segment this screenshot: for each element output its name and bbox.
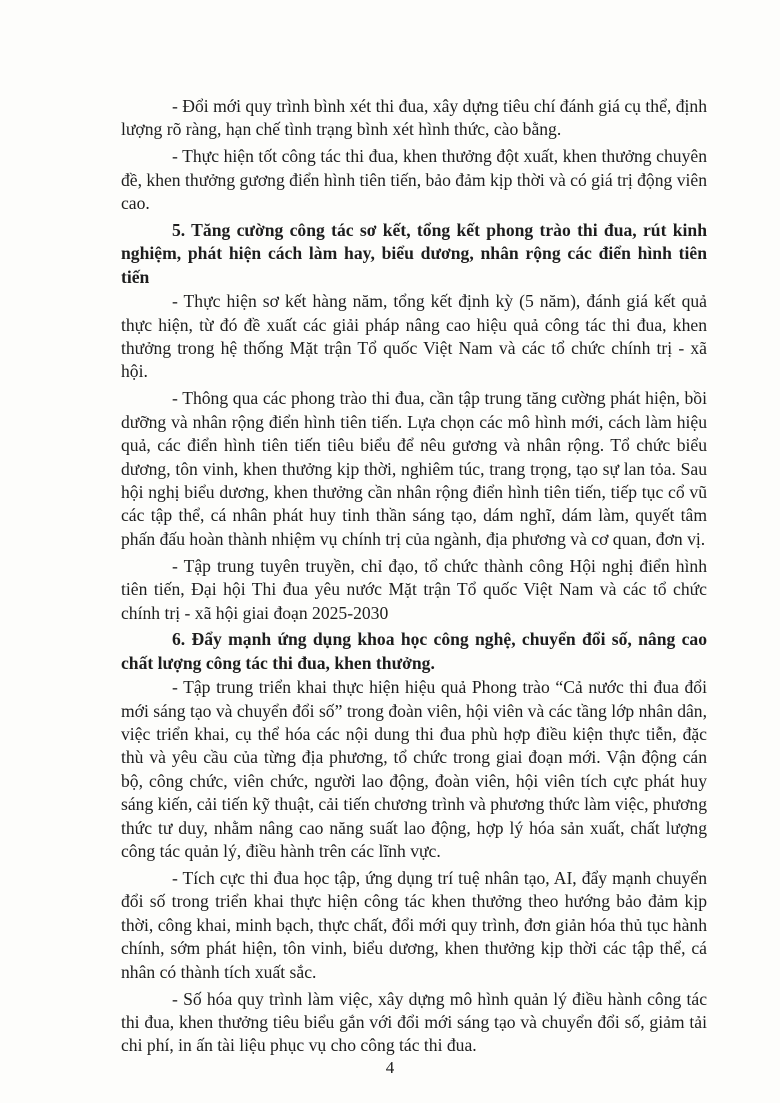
- paragraph: - Thông qua các phong trào thi đua, cần tập trung tăng cường phát hiện, bồi dưỡng và nhân rộng điển hình tiên tiến. Lựa chọn các mô hình mới, cách làm hiệu quả, các điển hình tiên tiến tiêu biểu để nêu gương và nhân rộng. Tổ chức biểu dương, tôn vinh, khen thưởng kịp thời, nghiêm túc, trang trọng, tạo sự lan tỏa. Sau hội nghị biểu dương, khen thưởng cần nhân rộng điển hình tiên tiến, tiếp tục cổ vũ các tập thể, cá nhân phát huy tinh thần sáng tạo, dám nghĩ, dám làm, quyết tâm phấn đấu hoàn thành nhiệm vụ chính trị của ngành, địa phương và cơ quan, đơn vị.: [121, 388, 707, 549]
- paragraph: - Tập trung triển khai thực hiện hiệu quả Phong trào “Cả nước thi đua đổi mới sáng tạo và chuyển đổi số” trong đoàn viên, hội viên và các tầng lớp nhân dân, việc triển khai, cụ thể hóa các nội dung thi đua phù hợp điều kiện thực tiễn, đặc thù và yêu cầu của từng địa phương, tổ chức trong giai đoạn mới. Vận động cán bộ, công chức, viên chức, người lao động, đoàn viên, hội viên tích cực phát huy sáng kiến, cải tiến kỹ thuật, cải tiến chương trình và phương thức làm việc, phương thức tư duy, nhằm nâng cao năng suất lao động, hợp lý hóa sản xuất, chất lượng công tác quản lý, điều hành trên các lĩnh vực.: [121, 677, 707, 862]
- paragraph: - Tích cực thi đua học tập, ứng dụng trí tuệ nhân tạo, AI, đẩy mạnh chuyển đổi số trong triển khai thực hiện công tác khen thưởng theo hướng bảo đảm kịp thời, công khai, minh bạch, thực chất, đổi mới quy trình, đơn giản hóa thủ tục hành chính, sớm phát hiện, tôn vinh, biểu dương, khen thưởng kịp thời các tập thể, cá nhân có thành tích xuất sắc.: [121, 868, 707, 982]
- document-body: [121, 95, 707, 1061]
- paragraph: - Tập trung tuyên truyền, chỉ đạo, tổ chức thành công Hội nghị điển hình tiên tiến, Đại hội Thi đua yêu nước Mặt trận Tổ quốc Việt Nam và các tổ chức chính trị - xã hội giai đoạn 2025-2030: [121, 555, 707, 623]
- paragraph: - Đổi mới quy trình bình xét thi đua, xây dựng tiêu chí đánh giá cụ thể, định lượng rõ ràng, hạn chế tình trạng bình xét hình thức, cào bằng.: [121, 96, 707, 140]
- paragraph: - Số hóa quy trình làm việc, xây dựng mô hình quản lý điều hành công tác thi đua, khen thưởng tiêu biểu gắn với đổi mới sáng tạo và chuyển đổi số, giảm tải chi phí, in ấn tài liệu phục vụ cho công tác thi đua.: [121, 988, 707, 1056]
- section-heading-6: 6. Đẩy mạnh ứng dụng khoa học công nghệ, chuyển đổi số, nâng cao chất lượng công tác thi đua, khen thưởng.: [121, 629, 707, 673]
- page-number: 4: [385, 1058, 395, 1077]
- paragraph: - Thực hiện sơ kết hàng năm, tổng kết định kỳ (5 năm), đánh giá kết quả thực hiện, từ đó đề xuất các giải pháp nâng cao hiệu quả công tác thi đua, khen thưởng trong hệ thống Mặt trận Tổ quốc Việt Nam và các tổ chức chính trị - xã hội.: [121, 291, 707, 382]
- section-heading-5: 5. Tăng cường công tác sơ kết, tổng kết phong trào thi đua, rút kinh nghiệm, phát hiện cách làm hay, biểu dương, nhân rộng các điển hình tiên tiến: [121, 220, 707, 287]
- paragraph: - Thực hiện tốt công tác thi đua, khen thưởng đột xuất, khen thưởng chuyên đề, khen thưởng gương điển hình tiên tiến, bảo đảm kịp thời và có giá trị động viên cao.: [121, 146, 707, 214]
